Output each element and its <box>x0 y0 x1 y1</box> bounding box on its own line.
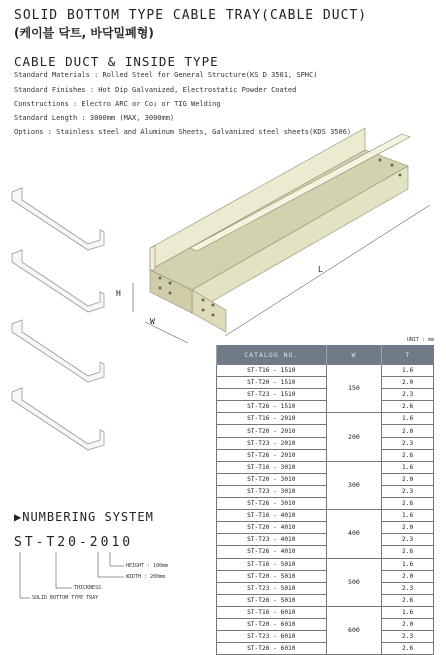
catalog-no-cell: ST-T16 - 2010 <box>217 413 327 425</box>
catalog-no-cell: ST-T20 - 3010 <box>217 473 327 485</box>
thickness-cell: 2.6 <box>382 546 434 558</box>
width-cell: 150 <box>326 365 382 413</box>
page-title: SOLID BOTTOM TYPE CABLE TRAY(CABLE DUCT) <box>14 8 368 23</box>
spec-length: Standard Length : 3000mm (MAX, 3000mm) <box>14 114 175 122</box>
thickness-cell: 2.0 <box>382 618 434 630</box>
thickness-cell: 2.3 <box>382 582 434 594</box>
type-leader <box>20 552 30 598</box>
catalog-no-cell: ST-T20 - 4010 <box>217 522 327 534</box>
catalog-no-cell: ST-T26 - 4010 <box>217 546 327 558</box>
catalog-no-cell: ST-T26 - 1510 <box>217 401 327 413</box>
width-leader <box>98 552 124 577</box>
catalog-no-cell: ST-T20 - 1510 <box>217 377 327 389</box>
catalog-no-cell: ST-T26 - 2010 <box>217 449 327 461</box>
thickness-cell: 1.6 <box>382 510 434 522</box>
unit-note: UNIT : mm <box>406 337 434 343</box>
catalog-no-cell: ST-T16 - 5010 <box>217 558 327 570</box>
catalog-no-cell: ST-T26 - 5010 <box>217 594 327 606</box>
catalog-no-cell: ST-T23 - 5010 <box>217 582 327 594</box>
thickness-cell: 2.3 <box>382 437 434 449</box>
catalog-no-cell: ST-T16 - 6010 <box>217 606 327 618</box>
thickness-cell: 2.0 <box>382 377 434 389</box>
height-leader <box>110 552 124 566</box>
width-label: WIDTH : 200mm <box>126 574 166 580</box>
catalog-no-cell: ST-T26 - 3010 <box>217 498 327 510</box>
type-label: SOLID BOTTOM TYPE TRAY <box>32 595 99 601</box>
thickness-cell: 2.6 <box>382 594 434 606</box>
catalog-no-cell: ST-T20 - 6010 <box>217 618 327 630</box>
thickness-cell: 2.0 <box>382 570 434 582</box>
thickness-cell: 1.6 <box>382 461 434 473</box>
catalog-no-cell: ST-T16 - 1510 <box>217 365 327 377</box>
dim-label-w: W <box>150 317 155 326</box>
catalog-no-cell: ST-T23 - 4010 <box>217 534 327 546</box>
section-heading: CABLE DUCT & INSIDE TYPE <box>14 54 219 69</box>
thickness-cell: 1.6 <box>382 413 434 425</box>
thickness-cell: 2.0 <box>382 473 434 485</box>
thickness-cell: 2.6 <box>382 643 434 655</box>
thickness-cell: 2.3 <box>382 389 434 401</box>
thickness-cell: 2.3 <box>382 631 434 643</box>
spec-options: Options : Stainless steel and Aluminum Sheets, Galvanized steel sheets(KDS 3506) <box>14 128 352 136</box>
catalog-no-cell: ST-T20 - 2010 <box>217 425 327 437</box>
width-cell: 300 <box>326 461 382 509</box>
header-t: T <box>382 345 434 365</box>
spec-materials: Standard Materials : Rolled Steel for General Structure(KS D 3501, SPHC) <box>14 71 318 79</box>
thickness-cell: 2.6 <box>382 498 434 510</box>
width-cell: 400 <box>326 510 382 558</box>
thickness-cell: 2.6 <box>382 449 434 461</box>
thickness-cell: 2.0 <box>382 522 434 534</box>
numbering-heading: ▶NUMBERING SYSTEM <box>14 510 154 524</box>
thickness-cell: 1.6 <box>382 558 434 570</box>
thickness-cell: 2.3 <box>382 534 434 546</box>
numbering-code: ST-T20-2010 <box>14 535 134 550</box>
thickness-leader <box>56 552 72 588</box>
spec-finishes: Standard Finishes : Hot Dip Galvanized, Electrostatic Powder Coated <box>14 86 297 94</box>
thickness-cell: 2.0 <box>382 425 434 437</box>
catalog-no-cell: ST-T23 - 1510 <box>217 389 327 401</box>
header-w: W <box>326 345 382 365</box>
catalog-no-cell: ST-T23 - 6010 <box>217 631 327 643</box>
header-catalog-no: CATALOG NO. <box>217 345 327 365</box>
catalog-no-cell: ST-T23 - 3010 <box>217 485 327 497</box>
catalog-no-cell: ST-T23 - 2010 <box>217 437 327 449</box>
catalog-no-cell: ST-T26 - 6010 <box>217 643 327 655</box>
thickness-cell: 2.3 <box>382 485 434 497</box>
dim-label-l: L <box>318 265 323 274</box>
spec-constructions: Constructions : Electro ARC or Co₂ or TIG Welding <box>14 100 221 108</box>
thickness-cell: 1.6 <box>382 606 434 618</box>
thickness-cell: 1.6 <box>382 365 434 377</box>
thickness-label: THICKNESS <box>74 585 102 591</box>
catalog-no-cell: ST-T16 - 3010 <box>217 461 327 473</box>
dim-label-h: H <box>116 289 121 298</box>
width-cell: 600 <box>326 606 382 654</box>
width-cell: 500 <box>326 558 382 606</box>
catalog-no-cell: ST-T16 - 4010 <box>217 510 327 522</box>
width-cell: 200 <box>326 413 382 461</box>
thickness-cell: 2.6 <box>382 401 434 413</box>
catalog-no-cell: ST-T20 - 5010 <box>217 570 327 582</box>
page-subtitle: (케이블 닥트, 바닥밀폐형) <box>14 26 154 40</box>
height-label: HEIGHT : 100mm <box>126 563 169 569</box>
